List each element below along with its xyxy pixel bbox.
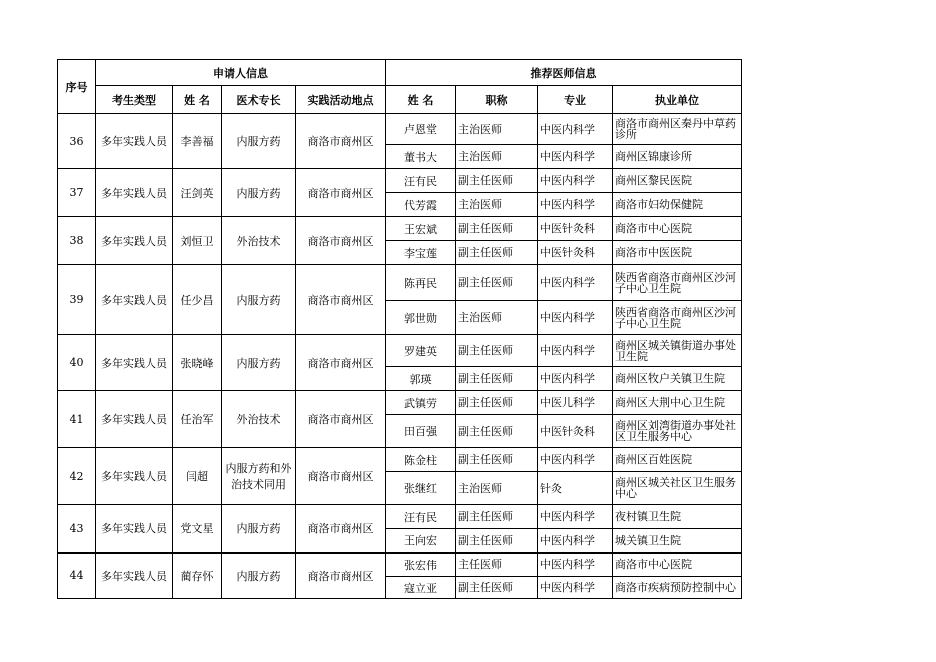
skill-cell: 内服方药 — [222, 114, 296, 169]
doctor-title-cell: 副主任医师 — [456, 529, 538, 553]
skill-cell: 内服方药 — [222, 553, 296, 599]
table-row — [58, 505, 742, 529]
header-applicant-name: 姓 名 — [173, 86, 222, 114]
doctor-title-cell: 副主任医师 — [456, 367, 538, 391]
doctor-name-cell: 卢恩堂 — [386, 114, 456, 145]
header-doctor-name: 姓 名 — [386, 86, 456, 114]
table-row — [58, 265, 742, 301]
doctor-title-cell: 副主任医师 — [456, 335, 538, 367]
skill-cell: 外治技术 — [222, 217, 296, 265]
doctor-specialty-cell: 中医内科学 — [538, 335, 613, 367]
doctor-title-cell: 主治医师 — [456, 301, 538, 335]
doctor-specialty-cell: 中医针灸科 — [538, 241, 613, 265]
exam-type-cell: 多年实践人员 — [96, 391, 173, 448]
doctor-specialty-cell: 中医内科学 — [538, 114, 613, 145]
practice-place-cell: 商洛市商州区 — [296, 217, 386, 265]
doctor-name-cell: 张继红 — [386, 472, 456, 505]
doctor-name-cell: 郭瑛 — [386, 367, 456, 391]
applicant-name-cell: 汪剑英 — [173, 169, 222, 217]
practice-place-cell: 商洛市商州区 — [296, 265, 386, 335]
doctor-workplace-cell: 商州区百姓医院 — [613, 448, 742, 472]
doctor-title-cell: 主治医师 — [456, 114, 538, 145]
applicant-name-cell: 任治军 — [173, 391, 222, 448]
doctor-workplace-cell: 夜村镇卫生院 — [613, 505, 742, 529]
seq-cell: 41 — [58, 391, 96, 448]
practice-place-cell: 商洛市商州区 — [296, 335, 386, 391]
doctor-specialty-cell: 中医内科学 — [538, 169, 613, 193]
doctor-workplace-cell: 商州区牧户关镇卫生院 — [613, 367, 742, 391]
doctor-specialty-cell: 中医内科学 — [538, 505, 613, 529]
practice-place-cell: 商洛市商州区 — [296, 553, 386, 599]
exam-type-cell: 多年实践人员 — [96, 217, 173, 265]
doctor-workplace-cell: 商洛市妇幼保健院 — [613, 193, 742, 217]
applicant-name-cell: 张晓峰 — [173, 335, 222, 391]
doctor-title-cell: 副主任医师 — [456, 577, 538, 599]
header-title: 职称 — [456, 86, 538, 114]
applicant-name-cell: 蔺存怀 — [173, 553, 222, 599]
doctor-workplace-cell: 陕西省商洛市商州区沙河子中心卫生院 — [613, 265, 742, 301]
doctor-specialty-cell: 中医内科学 — [538, 577, 613, 599]
doctor-specialty-cell: 中医内科学 — [538, 193, 613, 217]
doctor-name-cell: 陈金柱 — [386, 448, 456, 472]
doctor-title-cell: 副主任医师 — [456, 241, 538, 265]
exam-type-cell: 多年实践人员 — [96, 265, 173, 335]
table-row — [58, 391, 742, 415]
exam-type-cell: 多年实践人员 — [96, 448, 173, 505]
seq-cell: 38 — [58, 217, 96, 265]
recommendation-table — [57, 59, 742, 599]
seq-cell: 40 — [58, 335, 96, 391]
header-recommender-group: 推荐医师信息 — [386, 60, 742, 86]
doctor-title-cell: 主治医师 — [456, 145, 538, 169]
table-row — [58, 217, 742, 241]
doctor-name-cell: 李宝莲 — [386, 241, 456, 265]
seq-cell: 37 — [58, 169, 96, 217]
doctor-name-cell: 寇立亚 — [386, 577, 456, 599]
doctor-specialty-cell: 中医内科学 — [538, 145, 613, 169]
seq-cell: 42 — [58, 448, 96, 505]
practice-place-cell: 商洛市商州区 — [296, 505, 386, 553]
header-seq: 序号 — [58, 60, 96, 114]
doctor-name-cell: 代芳霞 — [386, 193, 456, 217]
table-row — [58, 448, 742, 472]
doctor-title-cell: 副主任医师 — [456, 391, 538, 415]
applicant-name-cell: 刘恒卫 — [173, 217, 222, 265]
table-row — [58, 335, 742, 367]
applicant-name-cell: 闫超 — [173, 448, 222, 505]
doctor-specialty-cell: 中医内科学 — [538, 553, 613, 577]
doctor-workplace-cell: 商州区刘湾街道办事处社区卫生服务中心 — [613, 415, 742, 448]
doctor-specialty-cell: 中医内科学 — [538, 301, 613, 335]
doctor-workplace-cell: 陕西省商洛市商州区沙河子中心卫生院 — [613, 301, 742, 335]
doctor-name-cell: 汪有民 — [386, 505, 456, 529]
doctor-workplace-cell: 商州区城关镇街道办事处卫生院 — [613, 335, 742, 367]
doctor-specialty-cell: 中医内科学 — [538, 448, 613, 472]
doctor-title-cell: 主任医师 — [456, 553, 538, 577]
skill-cell: 内服方药 — [222, 335, 296, 391]
doctor-name-cell: 武镇劳 — [386, 391, 456, 415]
table-row — [58, 169, 742, 193]
doctor-title-cell: 副主任医师 — [456, 448, 538, 472]
seq-cell: 39 — [58, 265, 96, 335]
seq-cell: 43 — [58, 505, 96, 553]
doctor-specialty-cell: 中医儿科学 — [538, 391, 613, 415]
skill-cell: 内服方药 — [222, 505, 296, 553]
table-body — [58, 114, 742, 599]
doctor-name-cell: 董书大 — [386, 145, 456, 169]
doctor-name-cell: 田百强 — [386, 415, 456, 448]
skill-cell: 内服方药 — [222, 169, 296, 217]
doctor-title-cell: 副主任医师 — [456, 169, 538, 193]
doctor-specialty-cell: 中医针灸科 — [538, 415, 613, 448]
exam-type-cell: 多年实践人员 — [96, 114, 173, 169]
doctor-title-cell: 副主任医师 — [456, 415, 538, 448]
applicant-name-cell: 党文星 — [173, 505, 222, 553]
doctor-workplace-cell: 商洛市中心医院 — [613, 217, 742, 241]
doctor-workplace-cell: 商州区城关社区卫生服务中心 — [613, 472, 742, 505]
exam-type-cell: 多年实践人员 — [96, 169, 173, 217]
table-row — [58, 114, 742, 145]
doctor-specialty-cell: 中医内科学 — [538, 265, 613, 301]
doctor-title-cell: 主治医师 — [456, 472, 538, 505]
doctor-name-cell: 张宏伟 — [386, 553, 456, 577]
table-row — [58, 553, 742, 577]
doctor-workplace-cell: 城关镇卫生院 — [613, 529, 742, 553]
doctor-workplace-cell: 商洛市中医医院 — [613, 241, 742, 265]
doctor-specialty-cell: 中医针灸科 — [538, 217, 613, 241]
doctor-specialty-cell: 中医内科学 — [538, 529, 613, 553]
practice-place-cell: 商洛市商州区 — [296, 114, 386, 169]
doctor-title-cell: 副主任医师 — [456, 217, 538, 241]
doctor-name-cell: 王向宏 — [386, 529, 456, 553]
doctor-specialty-cell: 中医内科学 — [538, 367, 613, 391]
seq-cell: 36 — [58, 114, 96, 169]
doctor-title-cell: 副主任医师 — [456, 265, 538, 301]
doctor-workplace-cell: 商州区大荆中心卫生院 — [613, 391, 742, 415]
doctor-workplace-cell: 商洛市商州区秦丹中草药诊所 — [613, 114, 742, 145]
header-skill: 医术专长 — [222, 86, 296, 114]
exam-type-cell: 多年实践人员 — [96, 505, 173, 553]
header-specialty: 专业 — [538, 86, 613, 114]
doctor-workplace-cell: 商州区锦康诊所 — [613, 145, 742, 169]
exam-type-cell: 多年实践人员 — [96, 335, 173, 391]
doctor-name-cell: 郭世勋 — [386, 301, 456, 335]
doctor-title-cell: 主治医师 — [456, 193, 538, 217]
doctor-title-cell: 副主任医师 — [456, 505, 538, 529]
doctor-workplace-cell: 商洛市中心医院 — [613, 553, 742, 577]
applicant-name-cell: 李善福 — [173, 114, 222, 169]
header-workplace: 执业单位 — [613, 86, 742, 114]
practice-place-cell: 商洛市商州区 — [296, 391, 386, 448]
doctor-name-cell: 汪有民 — [386, 169, 456, 193]
exam-type-cell: 多年实践人员 — [96, 553, 173, 599]
practice-place-cell: 商洛市商州区 — [296, 169, 386, 217]
header-practice-place: 实践活动地点 — [296, 86, 386, 114]
doctor-workplace-cell: 商洛市疾病预防控制中心 — [613, 577, 742, 599]
practice-place-cell: 商洛市商州区 — [296, 448, 386, 505]
applicant-name-cell: 任少昌 — [173, 265, 222, 335]
seq-cell: 44 — [58, 553, 96, 599]
skill-cell: 内服方药和外治技术同用 — [222, 448, 296, 505]
doctor-name-cell: 王宏斌 — [386, 217, 456, 241]
doctor-name-cell: 陈再民 — [386, 265, 456, 301]
doctor-specialty-cell: 针灸 — [538, 472, 613, 505]
header-exam-type: 考生类型 — [96, 86, 173, 114]
doctor-workplace-cell: 商州区黎民医院 — [613, 169, 742, 193]
skill-cell: 内服方药 — [222, 265, 296, 335]
header-applicant-group: 申请人信息 — [96, 60, 386, 86]
doctor-name-cell: 罗建英 — [386, 335, 456, 367]
skill-cell: 外治技术 — [222, 391, 296, 448]
